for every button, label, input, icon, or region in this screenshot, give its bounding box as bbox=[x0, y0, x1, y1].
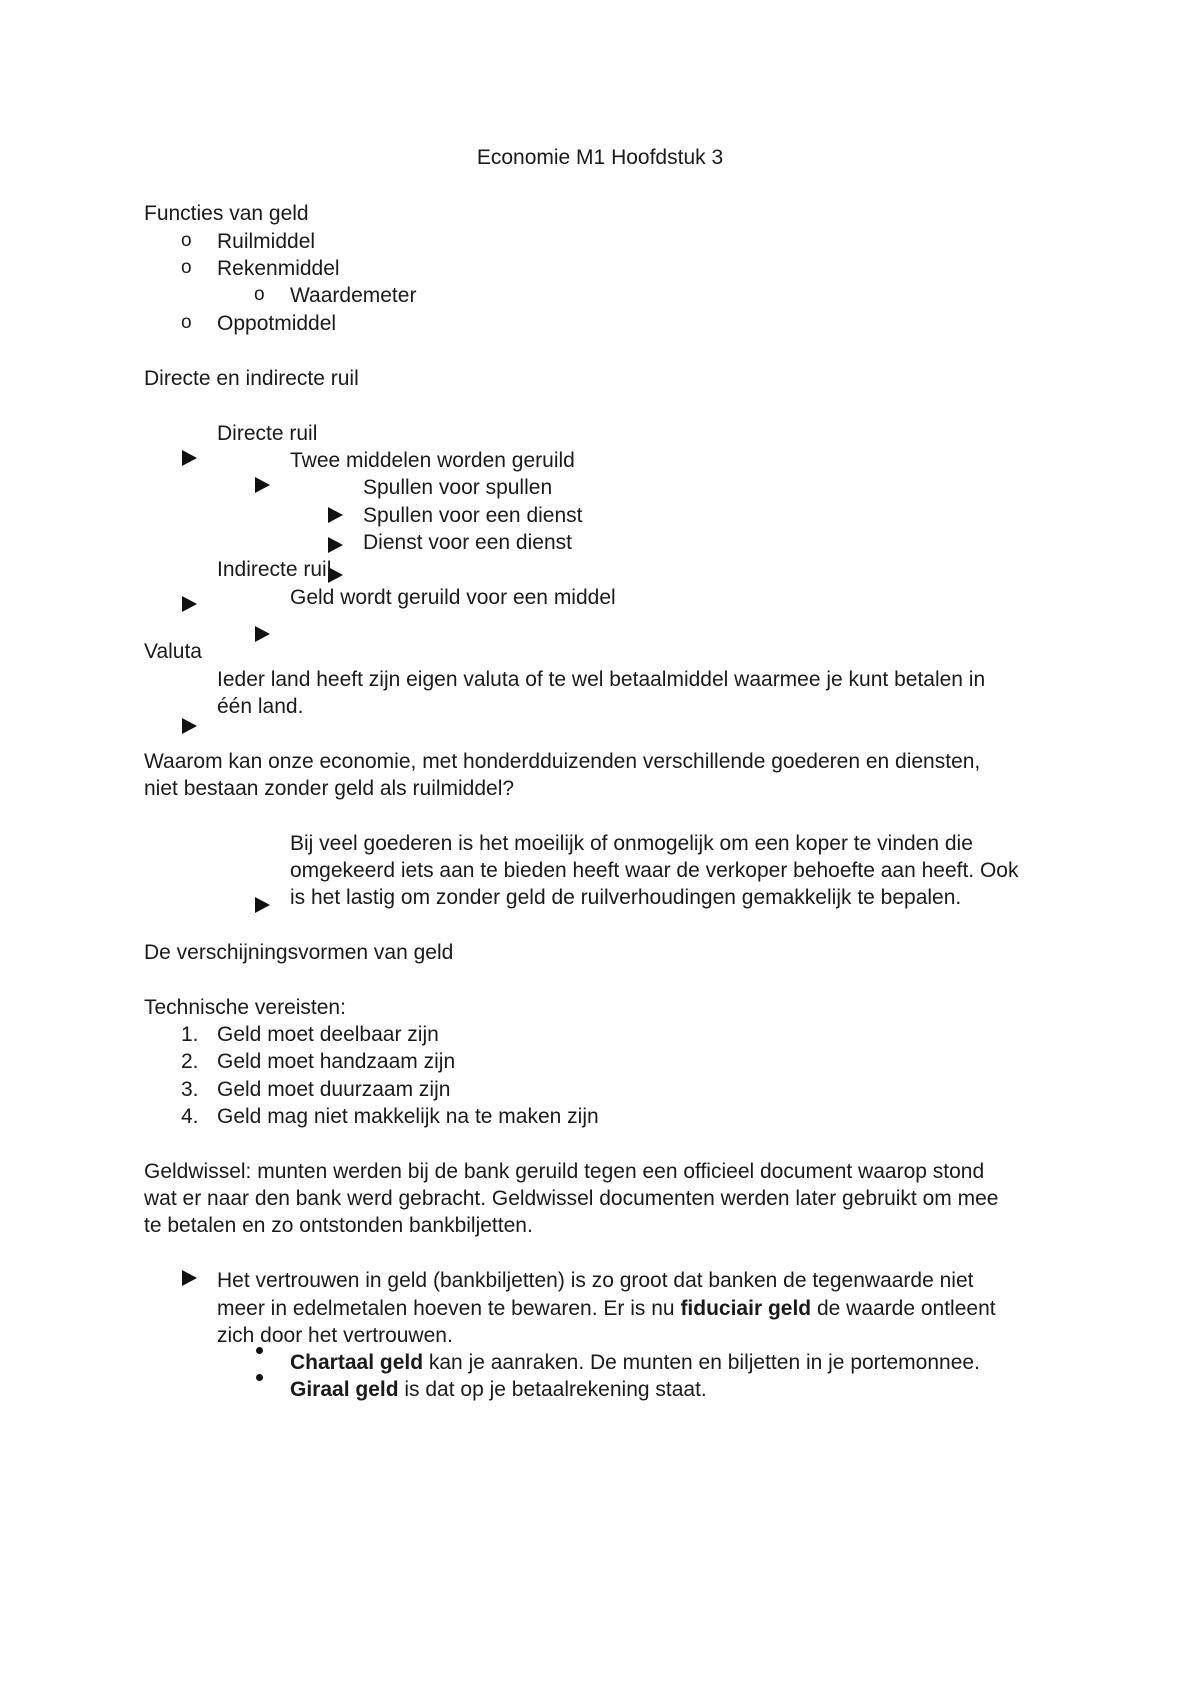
list-number: 1. bbox=[181, 1023, 199, 1046]
round-bullet-icon bbox=[256, 1374, 263, 1381]
paragraph-line: wat er naar den bank werd gebracht. Geldwissel documenten werden later gebruikt om mee bbox=[144, 1187, 999, 1210]
text-run: is dat op je betaalrekening staat. bbox=[398, 1378, 707, 1401]
paragraph-line: Het vertrouwen in geld (bankbiljetten) is zo groot dat banken de tegenwaarde niet bbox=[217, 1269, 974, 1292]
arrow-bullet-icon bbox=[255, 477, 270, 493]
list-item: Oppotmiddel bbox=[217, 312, 337, 335]
section-heading-verschijning: De verschijningsvormen van geld bbox=[144, 941, 454, 964]
circle-bullet-icon: o bbox=[254, 284, 265, 305]
page-title: Economie M1 Hoofdstuk 3 bbox=[476, 146, 724, 169]
circle-bullet-icon: o bbox=[181, 230, 192, 251]
paragraph-line: zich door het vertrouwen. bbox=[217, 1324, 453, 1347]
answer-line: is het lastig om zonder geld de ruilverhoudingen gemakkelijk te bepalen. bbox=[290, 886, 962, 909]
list-item: Twee middelen worden geruild bbox=[290, 449, 575, 472]
text-run: de waarde ontleent bbox=[811, 1297, 996, 1320]
answer-line: Bij veel goederen is het moeilijk of onmogelijk om een koper te vinden die bbox=[290, 832, 973, 855]
section-heading-functies: Functies van geld bbox=[144, 202, 309, 225]
text-run: kan je aanraken. De munten en biljetten in je portemonnee. bbox=[423, 1351, 980, 1374]
question-line: niet bestaan zonder geld als ruilmiddel? bbox=[144, 777, 515, 800]
arrow-bullet-icon bbox=[255, 626, 270, 642]
arrow-bullet-icon bbox=[328, 537, 343, 553]
list-item: Waardemeter bbox=[290, 284, 417, 307]
paragraph-line bbox=[217, 1295, 996, 1323]
circle-bullet-icon: o bbox=[181, 312, 192, 333]
section-heading-technisch: Technische vereisten: bbox=[144, 996, 346, 1019]
arrow-bullet-icon bbox=[328, 507, 343, 523]
list-item: Indirecte ruil bbox=[217, 558, 332, 581]
answer-line: omgekeerd iets aan te bieden heeft waar de verkoper behoefte aan heeft. Ook bbox=[290, 859, 1019, 882]
chartaal-geld-term: Chartaal geld bbox=[290, 1351, 424, 1374]
list-item: Geld moet handzaam zijn bbox=[217, 1050, 456, 1073]
paragraph-line: Geldwissel: munten werden bij de bank geruild tegen een officieel document waarop stond bbox=[144, 1160, 985, 1183]
arrow-bullet-icon bbox=[255, 897, 270, 913]
paragraph-line: te betalen en zo ontstonden bankbiljetten. bbox=[144, 1214, 533, 1237]
list-item bbox=[290, 1349, 980, 1377]
paragraph-line: één land. bbox=[217, 695, 304, 718]
round-bullet-icon bbox=[256, 1347, 263, 1354]
text-run: meer in edelmetalen hoeven te bewaren. Er is nu bbox=[217, 1297, 681, 1320]
list-item: Spullen voor spullen bbox=[363, 476, 553, 499]
arrow-bullet-icon bbox=[182, 450, 197, 466]
section-heading-valuta: Valuta bbox=[144, 640, 202, 663]
list-number: 3. bbox=[181, 1078, 199, 1101]
list-item bbox=[290, 1376, 707, 1404]
list-item: Geld wordt geruild voor een middel bbox=[290, 586, 616, 609]
list-item: Directe ruil bbox=[217, 422, 318, 445]
list-item: Rekenmiddel bbox=[217, 257, 340, 280]
fiduciair-geld-term: fiduciair geld bbox=[680, 1297, 812, 1320]
list-item: Geld moet deelbaar zijn bbox=[217, 1023, 439, 1046]
circle-bullet-icon: o bbox=[181, 257, 192, 278]
giraal-geld-term: Giraal geld bbox=[290, 1378, 399, 1401]
list-item: Geld moet duurzaam zijn bbox=[217, 1078, 451, 1101]
list-item: Dienst voor een dienst bbox=[363, 531, 572, 554]
list-number: 4. bbox=[181, 1105, 199, 1128]
section-heading-ruil: Directe en indirecte ruil bbox=[144, 367, 359, 390]
paragraph-line: Ieder land heeft zijn eigen valuta of te wel betaalmiddel waarmee je kunt betalen in bbox=[217, 668, 986, 691]
list-number: 2. bbox=[181, 1050, 199, 1073]
arrow-bullet-icon bbox=[182, 1270, 197, 1286]
arrow-bullet-icon bbox=[182, 718, 197, 734]
list-item: Geld mag niet makkelijk na te maken zijn bbox=[217, 1105, 599, 1128]
list-item: Ruilmiddel bbox=[217, 230, 316, 253]
list-item: Spullen voor een dienst bbox=[363, 504, 583, 527]
arrow-bullet-icon bbox=[182, 596, 197, 612]
question-line: Waarom kan onze economie, met honderdduizenden verschillende goederen en diensten, bbox=[144, 750, 981, 773]
